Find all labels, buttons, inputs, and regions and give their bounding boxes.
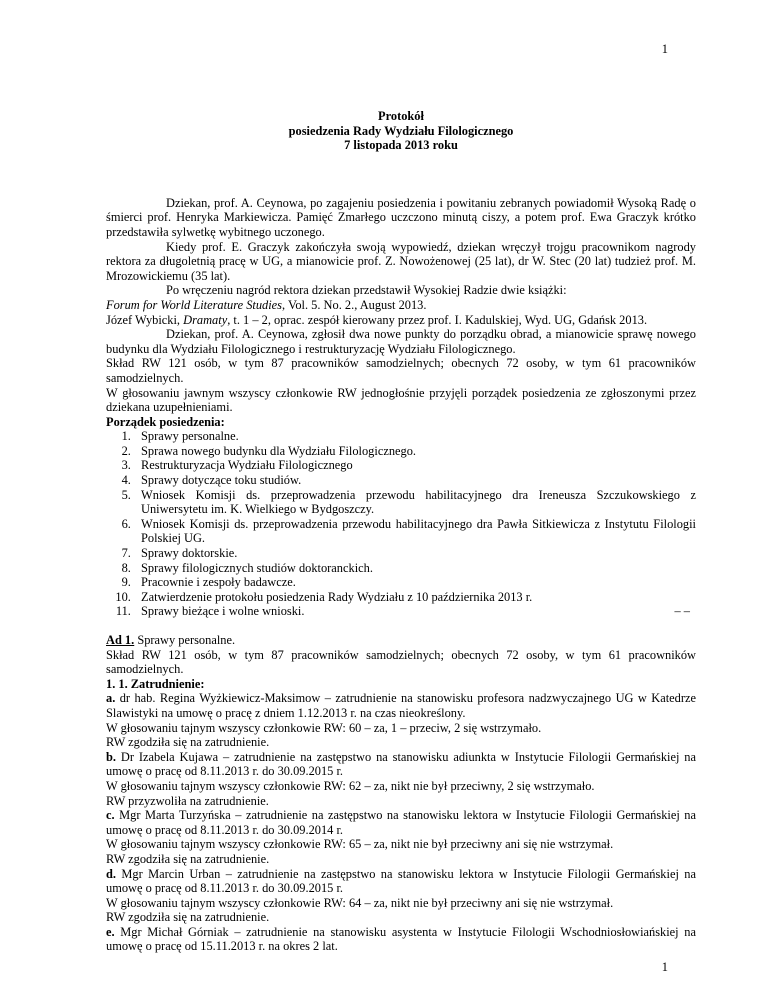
- entry-b-text: b. Dr Izabela Kujawa – zatrudnienie na zastępstwo na stanowisku adiunkta w Instytucie Filologii Germańskiej na umowę o pracę od 8.11.2013 r. do 30.09.2015 r.: [106, 749, 696, 779]
- entry-d-vote: W głosowaniu tajnym wszyscy członkowie RW: 64 – za, nikt nie był przeciwny ani się nie wstrzymał.: [106, 895, 614, 910]
- entry-b-vote: W głosowaniu tajnym wszyscy członkowie RW: 62 – za, nikt nie był przeciwny, 2 się wstrzymało.: [106, 778, 595, 793]
- title-line-3: 7 listopada 2013 roku: [344, 138, 458, 153]
- entry-letter: a.: [106, 691, 116, 706]
- entry-a-vote: W głosowaniu tajnym wszyscy członkowie RW: 60 – za, 1 – przeciw, 2 się wstrzymało.: [106, 720, 542, 735]
- entry-c-text: c. Mgr Marta Turzyńska – zatrudnienie na zastępstwo na stanowisku lektora w Instytucie Filologii Germańskiej na umowę o pracę od 8.11.2013 r. do 30.09.2014 r.: [106, 808, 696, 837]
- agenda-item: 5. Wniosek Komisji ds. przeprowadzenia przewodu habilitacyjnego dra Ireneusza Szczukowskiego z Uniwersytetu im. K. Wielkiego w Bydgoszczy.: [134, 488, 696, 517]
- intro-paragraph-5: Skład RW 121 osób, w tym 87 pracowników samodzielnych; obecnych 72 osoby, w tym 61 pracowników samodzielnych.: [106, 356, 696, 385]
- intro-paragraph-4: Dziekan, prof. A. Ceynowa, zgłosił dwa nowe punkty do porządku obrad, a mianowicie sprawę nowego budynku dla Wydziału Filologicznego i restrukturyzację Wydziału Filologicznego.: [106, 327, 696, 356]
- document-title: [106, 109, 696, 153]
- entry-c-vote: W głosowaniu tajnym wszyscy członkowie RW: 65 – za, nikt nie był przeciwny ani się nie wstrzymał.: [106, 837, 614, 852]
- ad1-section-heading: 1. 1. Zatrudnienie:: [106, 676, 205, 691]
- agenda-item: 7. Sprawy doktorskie.: [134, 546, 696, 561]
- entry-letter: c.: [106, 808, 115, 823]
- page-number-bottom: 1: [661, 960, 668, 974]
- agenda-item: 1. Sprawy personalne.: [134, 429, 696, 444]
- ad1-composition: Skład RW 121 osób, w tym 87 pracowników samodzielnych; obecnych 72 osoby, w tym 61 pracowników samodzielnych.: [106, 647, 696, 677]
- agenda-item: 2. Sprawa nowego budynku dla Wydziału Filologicznego.: [134, 444, 696, 459]
- agenda-item: 9. Pracownie i zespoły badawcze.: [134, 575, 696, 590]
- book-2-details: , t. 1 – 2, oprac. zespół kierowany przez prof. I. Kadulskiej, Wyd. UG, Gdańsk 2013.: [227, 312, 648, 327]
- agenda-item: Sprawy bieżące i wolne wnioski.: [141, 604, 305, 619]
- entry-d-text: d. Mgr Marcin Urban – zatrudnienie na zastępstwo na stanowisku lektora w Instytucie Filologii Germańskiej na umowę o pracę od 8.11.2013 r. do 30.09.2015 r.: [106, 866, 696, 896]
- book-1: [106, 298, 696, 313]
- title-line-2: posiedzenia Rady Wydziału Filologicznego: [288, 123, 514, 138]
- agenda-heading: Porządek posiedzenia:: [106, 414, 225, 429]
- entry-c-result: RW zgodziła się na zatrudnienie.: [106, 851, 270, 866]
- entry-a-result: RW zgodziła się na zatrudnienie.: [106, 735, 270, 750]
- entry-b-result: RW przyzwoliła na zatrudnienie.: [106, 793, 269, 808]
- book-2-title: Dramaty: [183, 312, 228, 327]
- book-1-title: Forum for World Literature Studies: [106, 297, 283, 312]
- title-line-1: Protokół: [378, 109, 424, 123]
- intro-paragraph-6: W głosowaniu jawnym wszyscy członkowie RW jednogłośnie przyjęli porządek posiedzenia ze zgłoszonymi przez dziekana uzupełnieniami.: [106, 385, 696, 415]
- agenda-item: 4. Sprawy dotyczące toku studiów.: [134, 473, 696, 488]
- trailing-dashes: – –: [674, 604, 690, 619]
- book-2: [106, 313, 696, 328]
- book-2-author: Józef Wybicki,: [106, 312, 184, 327]
- intro-paragraph-2: Kiedy prof. E. Graczyk zakończyła swoją wypowiedź, dziekan wręczył trojgu pracownikom nagrody rektora za długoletnią pracę w UG, a mianowicie prof. Z. Nowożenowej (25 lat), dr W. Stec (20 lat) tudzież prof. M. Mrozowickiemu (35 lat).: [106, 239, 696, 283]
- book-1-details: , Vol. 5. No. 2., August 2013.: [282, 297, 427, 312]
- page-number-top: 1: [661, 42, 668, 56]
- agenda-item: 8. Sprawy filologicznych studiów doktoranckich.: [134, 561, 696, 576]
- agenda-item: 3. Restrukturyzacja Wydziału Filologicznego: [134, 458, 696, 473]
- entry-e-text: e. Mgr Michał Górniak – zatrudnienie na stanowisku asystenta w Instytucie Filologii Wschodniosłowiańskiej na umowę o pracę od 15.11.2013 r. na okres 2 lat.: [106, 924, 696, 954]
- entry-a-text: a. dr hab. Regina Wyżkiewicz-Maksimow – zatrudnienie na stanowisku profesora nadzwyczajnego UG w Katedrze Slawistyki na umowę o pracę z dniem 1.12.2013 r. na czas nieokreślony.: [106, 691, 696, 720]
- ad1-title: Sprawy personalne.: [134, 633, 236, 647]
- agenda-item-last: [134, 604, 696, 619]
- entry-d-result: RW zgodziła się na zatrudnienie.: [106, 910, 270, 925]
- agenda-item: 10. Zatwierdzenie protokołu posiedzenia Rady Wydziału z 10 października 2013 r.: [134, 590, 696, 605]
- agenda-list: [106, 429, 696, 619]
- document-body: [106, 109, 696, 954]
- agenda-item: 6. Wniosek Komisji ds. przeprowadzenia przewodu habilitacyjnego dra Pawła Sitkiewicza z Instytutu Filologii Polskiej UG.: [134, 517, 696, 546]
- entry-letter: e.: [106, 924, 115, 939]
- entry-letter: b.: [106, 749, 116, 764]
- ad1-heading: [106, 633, 696, 648]
- intro-paragraph-3: Po wręczeniu nagród rektora dziekan przedstawił Wysokiej Radzie dwie książki:: [166, 283, 567, 298]
- entry-letter: d.: [106, 866, 116, 881]
- ad1-label: Ad 1.: [106, 633, 135, 647]
- intro-paragraph-1: Dziekan, prof. A. Ceynowa, po zagajeniu posiedzenia i powitaniu zebranych powiadomił Wysoką Radę o śmierci prof. Henryka Markiewicza. Pamięć Zmarłego uczczono minutą ciszy, a potem prof. Ewa Graczyk krótko przedstawiła sylwetkę wybitnego uczonego.: [106, 195, 696, 239]
